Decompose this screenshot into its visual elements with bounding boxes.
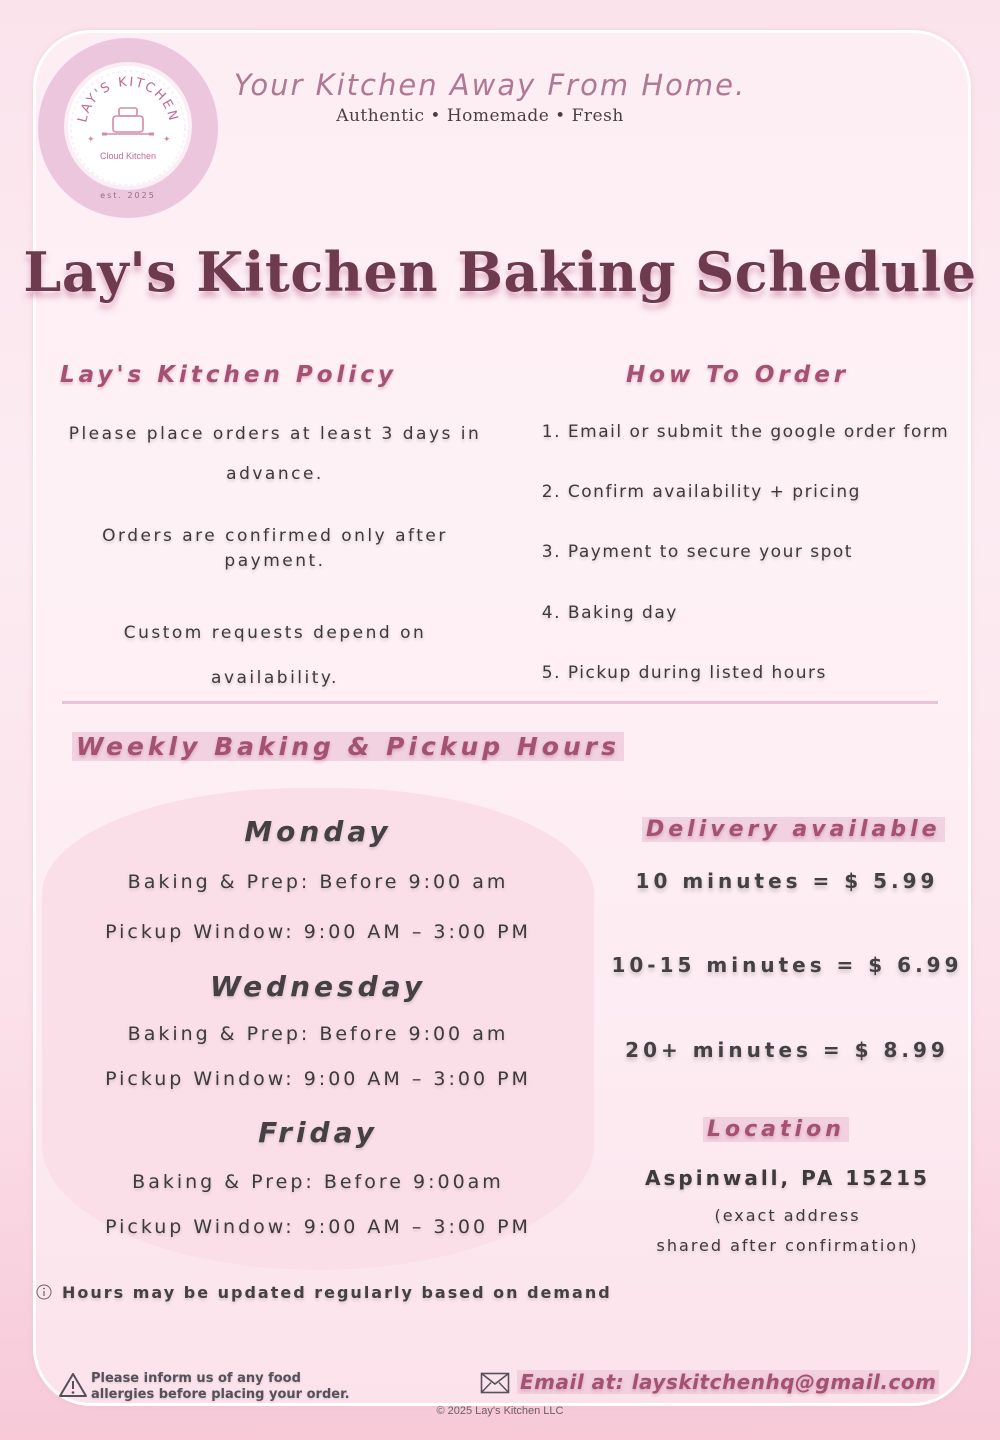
monday-prep: Baking & Prep: Before 9:00 am	[127, 871, 509, 893]
svg-text:✦: ✦	[87, 135, 95, 145]
allergy-note-line-2: allergies before placing your order.	[91, 1387, 350, 1402]
order-step-2-text: Confirm availability + pricing	[567, 482, 861, 502]
svg-text:✦: ✦	[163, 135, 171, 145]
delivery-price-3: 20+ minutes = $ 8.99	[625, 1038, 949, 1062]
logo-established: est. 2025	[100, 191, 156, 200]
hours-note: Hours may be updated regularly based on demand	[62, 1283, 612, 1302]
location-note-2: shared after confirmation)	[656, 1236, 919, 1255]
order-step-4-text: Baking day	[567, 603, 678, 623]
policy-text-3a: Custom requests depend on	[123, 623, 427, 643]
order-step-2: 2. Confirm availability + pricing	[541, 482, 861, 502]
warning-triangle-icon	[58, 1372, 88, 1398]
day-wednesday: Wednesday	[209, 970, 427, 1003]
order-step-3: 3. Payment to secure your spot	[541, 542, 853, 562]
location-heading: Location	[703, 1117, 849, 1142]
contact-email-link[interactable]: Email at: layskitchenhq@gmail.com	[517, 1370, 939, 1394]
delivery-price-1: 10 minutes = $ 5.99	[635, 869, 939, 893]
wednesday-pickup: Pickup Window: 9:00 AM – 3:00 PM	[105, 1068, 531, 1090]
copyright: © 2025 Lay's Kitchen LLC	[436, 1405, 564, 1417]
order-step-1: 1. Email or submit the google order form	[541, 422, 950, 442]
policy-text-3b: availability.	[211, 668, 339, 688]
day-monday: Monday	[244, 815, 392, 848]
location-address: Aspinwall, PA 15215	[645, 1166, 930, 1190]
order-step-1-text: Email or submit the google order form	[567, 422, 950, 442]
order-step-5: 5. Pickup during listed hours	[541, 663, 827, 683]
logo-subtitle: Cloud Kitchen	[99, 151, 157, 161]
rolling-pin-icon	[102, 108, 154, 134]
wednesday-prep: Baking & Prep: Before 9:00 am	[127, 1023, 509, 1045]
section-divider	[62, 701, 938, 704]
policy-text-1b: advance.	[226, 464, 324, 484]
order-step-3-text: Payment to secure your spot	[567, 542, 853, 562]
policy-text-2b: payment.	[224, 551, 326, 571]
friday-prep: Baking & Prep: Before 9:00am	[132, 1171, 504, 1193]
envelope-icon	[480, 1372, 510, 1394]
logo-icon	[60, 60, 196, 196]
info-circle-icon	[36, 1284, 52, 1300]
policy-text-2a: Orders are confirmed only after	[102, 526, 448, 546]
allergy-note	[91, 1371, 391, 1403]
allergy-note-line-1: Please inform us of any food	[91, 1371, 301, 1386]
page-title: Lay's Kitchen Baking Schedule	[23, 240, 977, 304]
delivery-heading: Delivery available	[642, 817, 945, 842]
friday-pickup: Pickup Window: 9:00 AM – 3:00 PM	[105, 1216, 531, 1238]
logo-name: LAY'S KITCHEN	[75, 74, 181, 124]
order-step-4: 4. Baking day	[541, 603, 678, 623]
tagline: Your Kitchen Away From Home.	[233, 68, 747, 102]
policy-heading: Lay's Kitchen Policy	[60, 362, 397, 388]
monday-pickup: Pickup Window: 9:00 AM – 3:00 PM	[105, 921, 531, 943]
delivery-price-2: 10-15 minutes = $ 6.99	[611, 953, 963, 977]
tagline-sub: Authentic • Homemade • Fresh	[336, 106, 624, 126]
policy-text-1a: Please place orders at least 3 days in	[68, 424, 482, 444]
day-friday: Friday	[258, 1116, 378, 1149]
schedule-heading: Weekly Baking & Pickup Hours	[72, 732, 624, 761]
order-heading: How To Order	[626, 362, 850, 388]
location-note-1: (exact address	[714, 1206, 861, 1225]
order-step-5-text: Pickup during listed hours	[567, 663, 827, 683]
